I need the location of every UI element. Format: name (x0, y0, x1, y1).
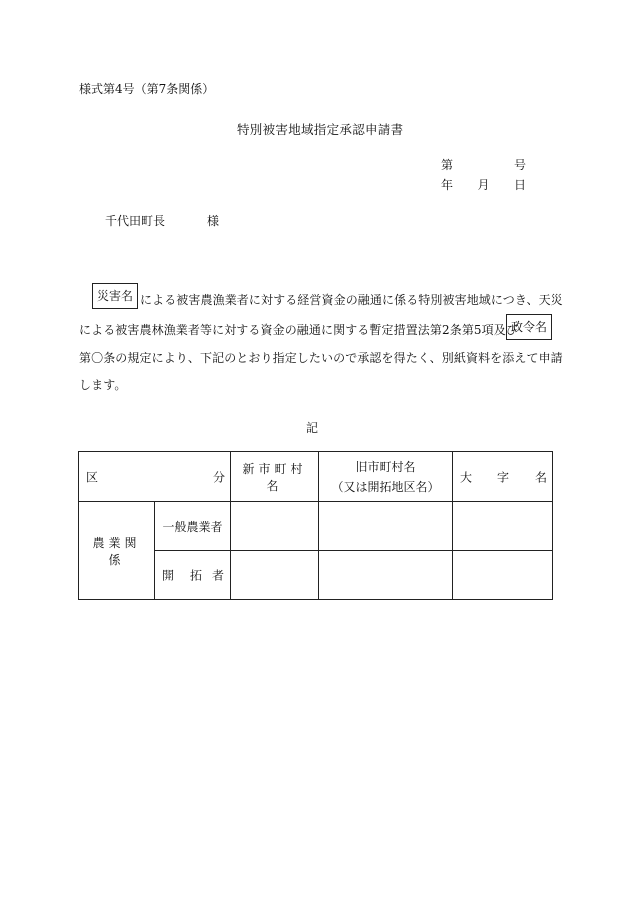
application-table (78, 451, 553, 600)
header-oaza-3: 名 (534, 470, 547, 484)
category-cell: 農業関係 (79, 502, 155, 600)
header-new-municipality: 新市町村名 (231, 452, 319, 502)
addressee-honorific: 様 (207, 214, 220, 228)
disaster-name-box: 災害名 (92, 283, 138, 309)
cell-old-municipality-1 (319, 502, 453, 551)
cell-old-municipality-2 (319, 551, 453, 600)
body-line-1: による被害農漁業者に対する経営資金の融通に係る特別被害地域につき、天災 (140, 293, 563, 307)
document-title: 特別被害地域指定承認申請書 (237, 122, 404, 137)
row-label-pioneer-2: 拓 (190, 568, 203, 583)
row-label-pioneer (155, 551, 231, 600)
header-old-municipality-line1: 旧市町村名 (355, 459, 416, 474)
cell-oaza-1 (453, 502, 553, 551)
addressee-name: 千代田町長 (105, 214, 166, 228)
date-year: 年 (441, 178, 454, 192)
row-label-general-farmer: 一般農業者 (155, 502, 231, 551)
ordinance-name-box: 政令名 (506, 314, 552, 340)
number-go: 号 (513, 158, 526, 172)
row-label-pioneer-1: 開 (162, 568, 175, 583)
table-header-row (79, 452, 553, 502)
number-dai: 第 (441, 158, 454, 172)
cell-oaza-2 (453, 551, 553, 600)
document-number-row (441, 156, 526, 173)
ki-heading: 記 (306, 421, 319, 435)
header-kubun-right: 分 (212, 470, 225, 484)
row-label-pioneer-3: 者 (211, 568, 224, 583)
body-line-4: します。 (79, 378, 127, 392)
form-number: 様式第4号（第7条関係） (79, 82, 215, 96)
header-kubun-left: 区 (86, 470, 99, 484)
header-kubun (79, 452, 231, 502)
header-old-municipality (319, 452, 453, 502)
date-month: 月 (477, 178, 490, 192)
table-row (79, 502, 553, 551)
cell-new-municipality-2 (231, 551, 319, 600)
date-row (441, 176, 526, 193)
header-oaza-1: 大 (460, 470, 473, 484)
header-oaza (453, 452, 553, 502)
body-line-2: による被害農林漁業者等に対する資金の融通に関する暫定措置法第2条第5項及び (79, 323, 518, 337)
date-day: 日 (513, 178, 526, 192)
header-oaza-2: 字 (497, 470, 510, 484)
body-line-3: 第〇条の規定により、下記のとおり指定したいので承認を得たく、別紙資料を添えて申請 (79, 351, 563, 365)
cell-new-municipality-1 (231, 502, 319, 551)
header-old-municipality-line2: （又は開拓地区名） (331, 479, 440, 494)
